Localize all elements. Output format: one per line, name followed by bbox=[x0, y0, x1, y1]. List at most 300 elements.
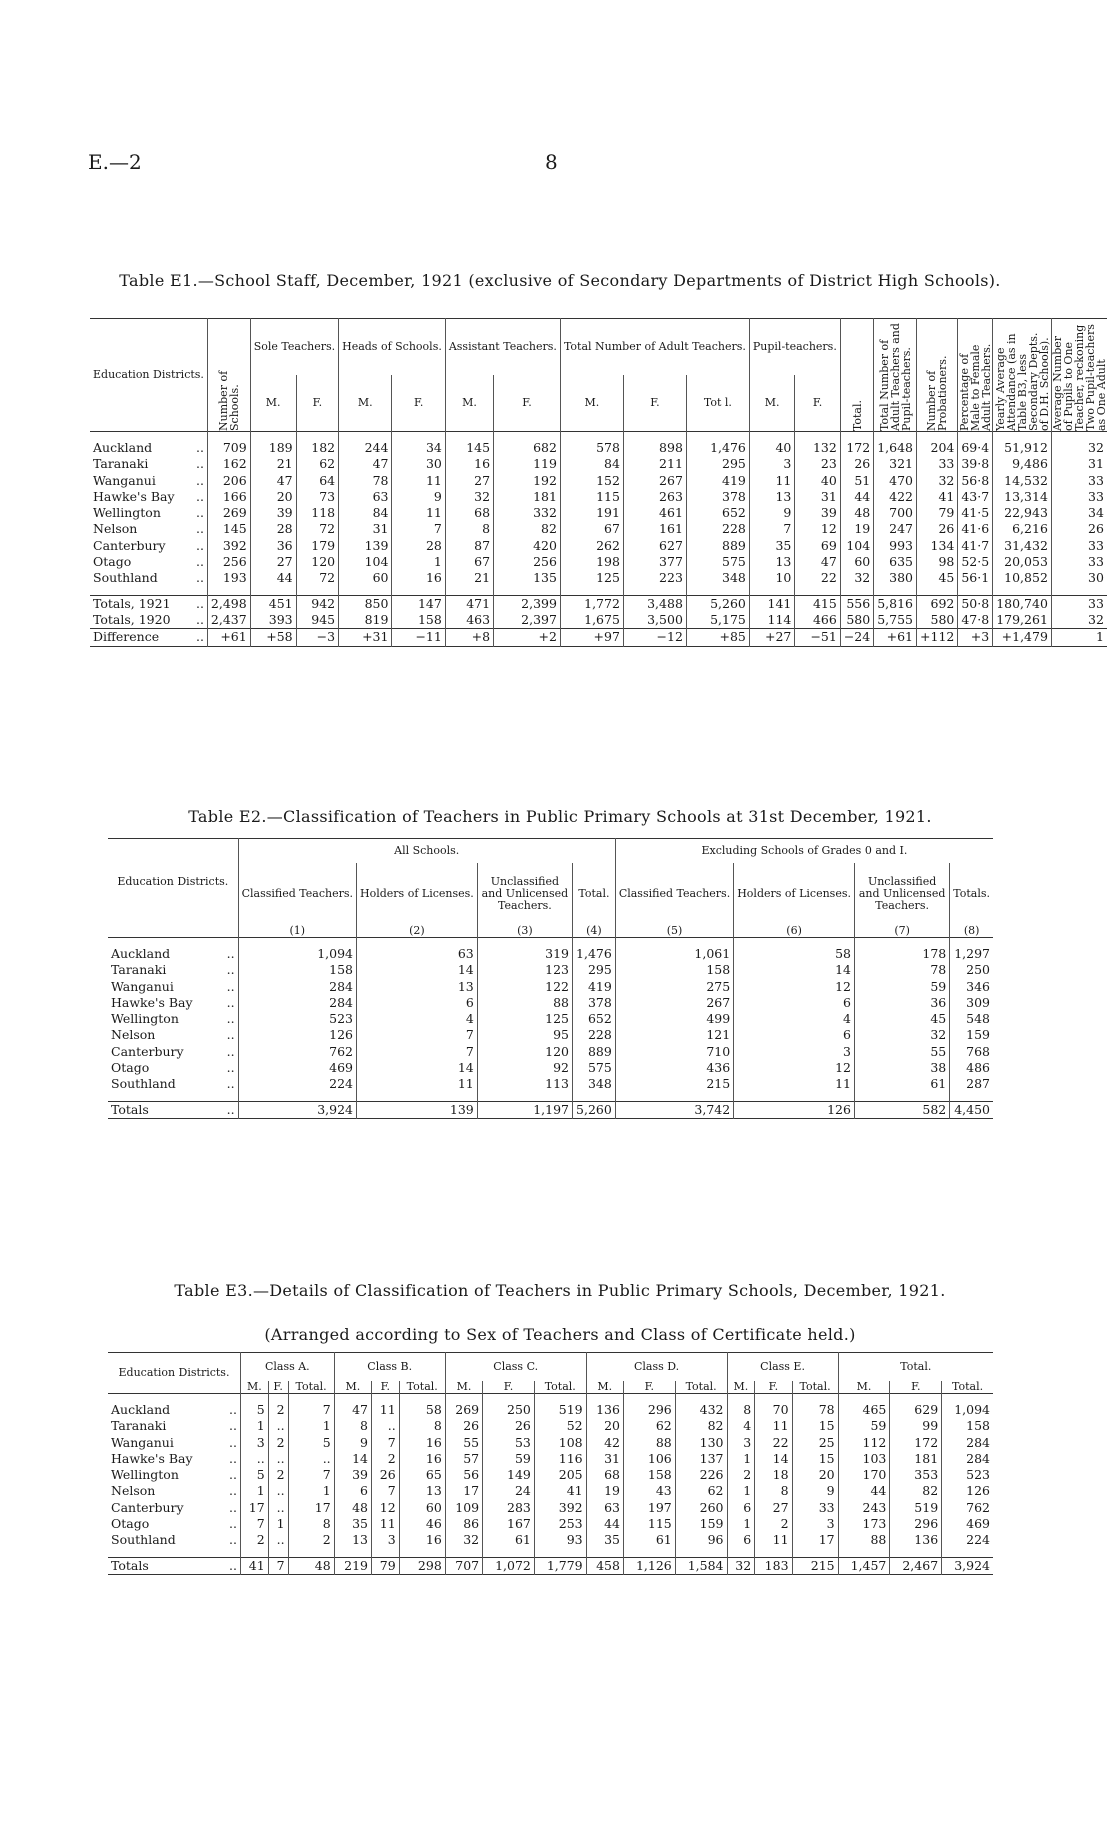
cell: 59 bbox=[854, 979, 949, 995]
row-label bbox=[108, 1532, 241, 1548]
cell: 149 bbox=[483, 1467, 535, 1483]
cell: 79 bbox=[917, 505, 958, 521]
cell: 134 bbox=[917, 538, 958, 554]
row-label bbox=[108, 1011, 238, 1027]
row-label bbox=[108, 946, 238, 962]
cell: 211 bbox=[623, 456, 686, 472]
cell: 22,943 bbox=[993, 505, 1052, 521]
cell: 17 bbox=[288, 1500, 334, 1516]
cell: 13,314 bbox=[993, 489, 1052, 505]
cell: 33 bbox=[1051, 489, 1107, 505]
cell: .. bbox=[268, 1418, 288, 1434]
cell: 73 bbox=[296, 489, 338, 505]
row-label bbox=[108, 1101, 238, 1118]
cell: 2 bbox=[288, 1532, 334, 1548]
cell: 68 bbox=[445, 505, 493, 521]
row-label-text: Nelson bbox=[93, 521, 138, 537]
cell: 70 bbox=[755, 1402, 792, 1418]
cell: 36 bbox=[854, 995, 949, 1011]
cell: 12 bbox=[734, 1060, 855, 1076]
cell: 548 bbox=[950, 1011, 993, 1027]
cell: 78 bbox=[792, 1402, 838, 1418]
cell: 3 bbox=[734, 1044, 855, 1060]
cell: 34 bbox=[1051, 505, 1107, 521]
cell: 11 bbox=[749, 473, 794, 489]
cell: .. bbox=[371, 1418, 399, 1434]
cell: −3 bbox=[296, 629, 338, 646]
row-label-text: Nelson bbox=[111, 1027, 156, 1043]
table-e2 bbox=[108, 838, 993, 1119]
leader-dots: .. bbox=[195, 537, 204, 553]
cell: 26 bbox=[840, 456, 873, 472]
cell: 205 bbox=[534, 1467, 586, 1483]
table-row bbox=[108, 979, 993, 995]
e3-sub-t: Total. bbox=[942, 1381, 993, 1394]
cell: 7 bbox=[749, 521, 794, 537]
cell: 224 bbox=[942, 1532, 993, 1548]
e1-col-total-adult: Total Number of Adult Teachers. bbox=[560, 319, 749, 376]
cell: 104 bbox=[339, 554, 392, 570]
cell: .. bbox=[288, 1451, 334, 1467]
cell: 21 bbox=[445, 570, 493, 586]
cell: 1 bbox=[268, 1516, 288, 1532]
cell: 35 bbox=[334, 1516, 371, 1532]
cell: 10 bbox=[749, 570, 794, 586]
cell: 33 bbox=[1051, 538, 1107, 554]
cell: 392 bbox=[207, 538, 250, 554]
cell: 181 bbox=[494, 489, 561, 505]
cell: 556 bbox=[840, 595, 873, 612]
cell: 52·5 bbox=[958, 554, 993, 570]
cell: 109 bbox=[445, 1500, 482, 1516]
table-row bbox=[108, 1027, 993, 1043]
cell: 182 bbox=[296, 440, 338, 456]
cell: 139 bbox=[339, 538, 392, 554]
cell: 36 bbox=[250, 538, 296, 554]
cell: 295 bbox=[686, 456, 749, 472]
cell: 700 bbox=[874, 505, 917, 521]
cell: 48 bbox=[334, 1500, 371, 1516]
cell: 44 bbox=[250, 570, 296, 586]
cell: 5 bbox=[241, 1467, 269, 1483]
cell: −11 bbox=[392, 629, 445, 646]
e1-pupil-f: F. bbox=[795, 375, 840, 432]
e2-col-unclassified: Unclassified and Unlicensed Teachers. bbox=[477, 863, 572, 925]
cell: 19 bbox=[840, 521, 873, 537]
cell: 486 bbox=[950, 1060, 993, 1076]
e1-heads-m: M. bbox=[339, 375, 392, 432]
cell: 67 bbox=[445, 554, 493, 570]
cell: 31 bbox=[339, 521, 392, 537]
cell: 348 bbox=[573, 1076, 616, 1092]
cell: 39 bbox=[250, 505, 296, 521]
cell: 48 bbox=[840, 505, 873, 521]
cell: 58 bbox=[734, 946, 855, 962]
cell: 40 bbox=[749, 440, 794, 456]
row-label-text: Totals, 1921 bbox=[93, 595, 171, 611]
cell: 499 bbox=[615, 1011, 733, 1027]
cell: 7 bbox=[288, 1402, 334, 1418]
cell: 768 bbox=[950, 1044, 993, 1060]
row-label-text: Otago bbox=[111, 1516, 150, 1532]
table-row bbox=[90, 489, 1107, 505]
row-label bbox=[108, 1076, 238, 1092]
cell: 56·1 bbox=[958, 570, 993, 586]
cell: 1,476 bbox=[686, 440, 749, 456]
cell: 1,297 bbox=[950, 946, 993, 962]
cell: 393 bbox=[250, 612, 296, 629]
cell: 228 bbox=[686, 521, 749, 537]
cell: 1,648 bbox=[874, 440, 917, 456]
cell: 296 bbox=[623, 1402, 675, 1418]
cell: 262 bbox=[560, 538, 623, 554]
leader-dots: .. bbox=[226, 994, 235, 1010]
cell: .. bbox=[268, 1451, 288, 1467]
cell: 762 bbox=[238, 1044, 356, 1060]
cell: 3 bbox=[371, 1532, 399, 1548]
cell: 166 bbox=[207, 489, 250, 505]
table-e2-caption: Table E2.—Classification of Teachers in Public Primary Schools at 31st December, 1921. bbox=[188, 807, 932, 826]
cell: 158 bbox=[942, 1418, 993, 1434]
cell: 130 bbox=[675, 1435, 727, 1451]
row-label-text: Wanganui bbox=[93, 472, 156, 488]
cell: 2,498 bbox=[207, 595, 250, 612]
cell: 14 bbox=[357, 1060, 478, 1076]
cell: 43 bbox=[623, 1483, 675, 1499]
cell: 3 bbox=[727, 1435, 755, 1451]
e1-adult-f: F. bbox=[623, 375, 686, 432]
row-label bbox=[108, 1060, 238, 1076]
cell: 139 bbox=[357, 1101, 478, 1118]
table-row bbox=[108, 1418, 993, 1434]
cell: 79 bbox=[371, 1557, 399, 1574]
leader-dots: .. bbox=[195, 505, 204, 521]
cell: 32 bbox=[1051, 612, 1107, 629]
row-label-text: Taranaki bbox=[111, 962, 167, 978]
cell: 269 bbox=[445, 1402, 482, 1418]
table-row bbox=[108, 946, 993, 962]
row-label bbox=[90, 612, 207, 629]
cell: 30 bbox=[1051, 570, 1107, 586]
cell: 1,126 bbox=[623, 1557, 675, 1574]
cell: 215 bbox=[792, 1557, 838, 1574]
cell: 126 bbox=[942, 1483, 993, 1499]
document-code: E.—2 bbox=[88, 150, 142, 174]
cell: 627 bbox=[623, 538, 686, 554]
cell: +85 bbox=[686, 629, 749, 646]
cell: 19 bbox=[586, 1483, 623, 1499]
cell: 575 bbox=[686, 554, 749, 570]
cell: 38 bbox=[854, 1060, 949, 1076]
e2-group-excl: Excluding Schools of Grades 0 and I. bbox=[615, 839, 993, 864]
e1-sole-m: M. bbox=[250, 375, 296, 432]
e3-sub-f: F. bbox=[890, 1381, 942, 1394]
leader-dots: .. bbox=[195, 629, 204, 645]
row-label bbox=[108, 1557, 241, 1574]
row-label-text: Wanganui bbox=[111, 1434, 174, 1450]
cell: 159 bbox=[675, 1516, 727, 1532]
cell: 889 bbox=[573, 1044, 616, 1060]
cell: 24 bbox=[483, 1483, 535, 1499]
table-e1-caption: Table E1.—School Staff, December, 1921 (exclusive of Secondary Departments of District High Schools). bbox=[119, 271, 1001, 290]
cell: 183 bbox=[755, 1557, 792, 1574]
cell: 263 bbox=[623, 489, 686, 505]
table-row bbox=[108, 1060, 993, 1076]
cell: 5,260 bbox=[573, 1101, 616, 1118]
cell: 125 bbox=[560, 570, 623, 586]
cell: 8 bbox=[334, 1418, 371, 1434]
cell: 162 bbox=[207, 456, 250, 472]
row-label bbox=[108, 962, 238, 978]
cell: 161 bbox=[623, 521, 686, 537]
cell: 181 bbox=[890, 1451, 942, 1467]
cell: 10,852 bbox=[993, 570, 1052, 586]
e3-group-c: Class C. bbox=[445, 1353, 586, 1382]
row-label bbox=[90, 595, 207, 612]
cell: 16 bbox=[399, 1532, 445, 1548]
cell: 57 bbox=[445, 1451, 482, 1467]
row-label bbox=[90, 521, 207, 537]
table-row bbox=[90, 440, 1107, 456]
e1-col-adult-pupil: Total Number of Adult Teachers and Pupil-teachers. bbox=[874, 319, 917, 432]
cell: 2 bbox=[727, 1467, 755, 1483]
e3-sub-m: M. bbox=[445, 1381, 482, 1394]
cell: 419 bbox=[686, 473, 749, 489]
table-row bbox=[108, 1483, 993, 1499]
cell: 346 bbox=[950, 979, 993, 995]
cell: 104 bbox=[840, 538, 873, 554]
cell: 39 bbox=[334, 1467, 371, 1483]
cell: 6 bbox=[334, 1483, 371, 1499]
e3-col-district: Education Districts. bbox=[118, 1366, 230, 1379]
cell: 580 bbox=[840, 612, 873, 629]
table-row bbox=[108, 1516, 993, 1532]
cell: 1 bbox=[1051, 629, 1107, 646]
e2-num-1: (1) bbox=[238, 925, 356, 938]
cell: 436 bbox=[615, 1060, 733, 1076]
e3-sub-t: Total. bbox=[675, 1381, 727, 1394]
cell: 126 bbox=[238, 1027, 356, 1043]
cell: 244 bbox=[339, 440, 392, 456]
cell: 30 bbox=[392, 456, 445, 472]
cell: 16 bbox=[445, 456, 493, 472]
cell: 5 bbox=[288, 1435, 334, 1451]
cell: 135 bbox=[494, 570, 561, 586]
cell: 1 bbox=[727, 1516, 755, 1532]
table-row bbox=[108, 962, 993, 978]
cell: 41·6 bbox=[958, 521, 993, 537]
row-label-text: Totals bbox=[111, 1557, 149, 1573]
cell: 523 bbox=[238, 1011, 356, 1027]
cell: 1,197 bbox=[477, 1101, 572, 1118]
row-label bbox=[90, 538, 207, 554]
e3-group-total: Total. bbox=[838, 1353, 993, 1382]
cell: 32 bbox=[917, 473, 958, 489]
cell: 32 bbox=[840, 570, 873, 586]
cell: 21 bbox=[250, 456, 296, 472]
cell: 256 bbox=[494, 554, 561, 570]
cell: 629 bbox=[890, 1402, 942, 1418]
cell: 1,094 bbox=[238, 946, 356, 962]
totals-row bbox=[90, 595, 1107, 612]
cell: 13 bbox=[334, 1532, 371, 1548]
cell: 898 bbox=[623, 440, 686, 456]
cell: 35 bbox=[586, 1532, 623, 1548]
cell: 12 bbox=[734, 979, 855, 995]
row-label-text: Wanganui bbox=[111, 978, 174, 994]
row-label bbox=[108, 1435, 241, 1451]
cell: 11 bbox=[755, 1418, 792, 1434]
e1-col-assistant: Assistant Teachers. bbox=[445, 319, 560, 376]
table-row bbox=[108, 1467, 993, 1483]
cell: 11 bbox=[357, 1076, 478, 1092]
row-label-text: Canterbury bbox=[111, 1499, 184, 1515]
cell: 61 bbox=[623, 1532, 675, 1548]
e1-col-district: Education Districts. bbox=[93, 368, 204, 381]
cell: 84 bbox=[560, 456, 623, 472]
leader-dots: .. bbox=[195, 472, 204, 488]
table-e3-subcaption: (Arranged according to Sex of Teachers and Class of Certificate held.) bbox=[264, 1325, 856, 1344]
cell: 137 bbox=[675, 1451, 727, 1467]
cell: 9 bbox=[792, 1483, 838, 1499]
leader-dots: .. bbox=[226, 1076, 235, 1092]
cell: 11 bbox=[371, 1402, 399, 1418]
e1-col-schools: Number of Schools. bbox=[207, 319, 250, 432]
cell: 256 bbox=[207, 554, 250, 570]
cell: 1 bbox=[727, 1451, 755, 1467]
e1-col-percentage: Percentage of Male to Female Adult Teachers. bbox=[958, 319, 993, 432]
cell: 415 bbox=[795, 595, 840, 612]
cell: 120 bbox=[477, 1044, 572, 1060]
table-row bbox=[90, 505, 1107, 521]
cell: 942 bbox=[296, 595, 338, 612]
cell: 60 bbox=[339, 570, 392, 586]
leader-dots: .. bbox=[226, 1101, 235, 1117]
cell: 87 bbox=[445, 538, 493, 554]
cell: 167 bbox=[483, 1516, 535, 1532]
cell: 88 bbox=[477, 995, 572, 1011]
cell: 34 bbox=[392, 440, 445, 456]
row-label-text: Hawke's Bay bbox=[111, 1450, 193, 1466]
cell: 3,742 bbox=[615, 1101, 733, 1118]
e1-col-probationers: Number of Probationers. bbox=[917, 319, 958, 432]
cell: 380 bbox=[874, 570, 917, 586]
cell: 250 bbox=[483, 1402, 535, 1418]
e3-sub-f: F. bbox=[268, 1381, 288, 1394]
cell: 41 bbox=[917, 489, 958, 505]
cell: 31 bbox=[1051, 456, 1107, 472]
e3-group-a: Class A. bbox=[241, 1353, 335, 1382]
cell: 59 bbox=[838, 1418, 890, 1434]
cell: 47 bbox=[334, 1402, 371, 1418]
cell: 20 bbox=[586, 1418, 623, 1434]
cell: 5,755 bbox=[874, 612, 917, 629]
cell: 250 bbox=[950, 962, 993, 978]
cell: 136 bbox=[586, 1402, 623, 1418]
leader-dots: .. bbox=[226, 962, 235, 978]
cell: 123 bbox=[477, 962, 572, 978]
cell: 5 bbox=[241, 1402, 269, 1418]
e2-col-totals-excl: Totals. bbox=[950, 863, 993, 925]
cell: 247 bbox=[874, 521, 917, 537]
table-row bbox=[108, 1076, 993, 1092]
table-e3-caption: Table E3.—Details of Classification of Teachers in Public Primary Schools, December, 1921. bbox=[174, 1281, 946, 1300]
cell: 108 bbox=[534, 1435, 586, 1451]
cell: .. bbox=[268, 1500, 288, 1516]
leader-dots: .. bbox=[229, 1532, 237, 1548]
row-label bbox=[108, 995, 238, 1011]
cell: 41·5 bbox=[958, 505, 993, 521]
cell: 114 bbox=[749, 612, 794, 629]
cell: 41·7 bbox=[958, 538, 993, 554]
leader-dots: .. bbox=[226, 1060, 235, 1076]
cell: 7 bbox=[371, 1483, 399, 1499]
cell: 284 bbox=[942, 1435, 993, 1451]
cell: 469 bbox=[942, 1516, 993, 1532]
cell: 88 bbox=[838, 1532, 890, 1548]
cell: 284 bbox=[238, 995, 356, 1011]
cell: 11 bbox=[392, 473, 445, 489]
cell: 215 bbox=[615, 1076, 733, 1092]
cell: 16 bbox=[392, 570, 445, 586]
cell: 60 bbox=[399, 1500, 445, 1516]
cell: 7 bbox=[371, 1435, 399, 1451]
row-label bbox=[108, 1500, 241, 1516]
cell: 682 bbox=[494, 440, 561, 456]
row-label bbox=[90, 456, 207, 472]
cell: 993 bbox=[874, 538, 917, 554]
cell: 158 bbox=[238, 962, 356, 978]
cell: 32 bbox=[1051, 440, 1107, 456]
cell: 64 bbox=[296, 473, 338, 489]
cell: 206 bbox=[207, 473, 250, 489]
cell: 26 bbox=[371, 1467, 399, 1483]
cell: 3,924 bbox=[942, 1557, 993, 1574]
cell: 26 bbox=[1051, 521, 1107, 537]
row-label-text: Nelson bbox=[111, 1483, 156, 1499]
cell: 8 bbox=[399, 1418, 445, 1434]
cell: 267 bbox=[623, 473, 686, 489]
cell: 63 bbox=[586, 1500, 623, 1516]
cell: 42 bbox=[586, 1435, 623, 1451]
totals-row bbox=[90, 612, 1107, 629]
difference-row bbox=[90, 629, 1107, 646]
cell: 22 bbox=[755, 1435, 792, 1451]
e3-sub-m: M. bbox=[241, 1381, 269, 1394]
cell: 179 bbox=[296, 538, 338, 554]
row-label bbox=[108, 1418, 241, 1434]
cell: 5,175 bbox=[686, 612, 749, 629]
cell: 145 bbox=[207, 521, 250, 537]
cell: 422 bbox=[874, 489, 917, 505]
cell: +2 bbox=[494, 629, 561, 646]
cell: 92 bbox=[477, 1060, 572, 1076]
row-label-text: Wellington bbox=[93, 505, 161, 521]
cell: 113 bbox=[477, 1076, 572, 1092]
cell: 72 bbox=[296, 521, 338, 537]
cell: 44 bbox=[838, 1483, 890, 1499]
cell: 20 bbox=[250, 489, 296, 505]
table-row bbox=[108, 1451, 993, 1467]
e3-sub-t: Total. bbox=[792, 1381, 838, 1394]
leader-dots: .. bbox=[226, 1011, 235, 1027]
cell: 23 bbox=[795, 456, 840, 472]
cell: 17 bbox=[241, 1500, 269, 1516]
cell: 14 bbox=[734, 962, 855, 978]
cell: 158 bbox=[392, 612, 445, 629]
cell: 136 bbox=[890, 1532, 942, 1548]
cell: +3 bbox=[958, 629, 993, 646]
